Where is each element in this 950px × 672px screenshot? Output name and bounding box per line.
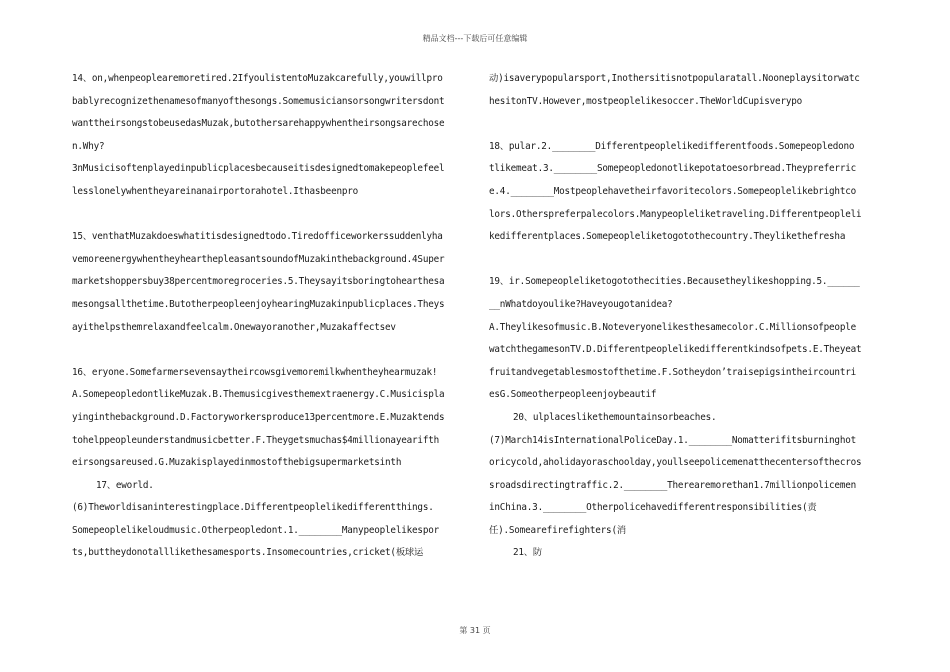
text-line: mesongsallthetime.ButotherpeopleenjoyhearingMuzakinpublicplaces.Theys xyxy=(72,298,445,310)
page-footer: 第 31 页 xyxy=(459,626,491,635)
text-line: 14、on,whenpeoplearemoretired.2IfyoulistentoMuzakcarefully,youwillpro xyxy=(72,73,443,84)
text-line: 17、eworld. xyxy=(96,479,154,491)
text-line: esG.Someotherpeopleenjoybeautif xyxy=(489,389,657,401)
text-line: ts,buttheydonotalllikethesamesports.Insomecountries,cricket(板球运 xyxy=(72,547,424,559)
text-line: 3nMusicisoftenplayedinpublicplacesbecauseitisdesignedtomakepeoplefeel xyxy=(72,163,445,175)
text-line: lesslonelywhentheyareinanairportorahotel.Ithasbeenpro xyxy=(72,185,359,197)
text-line: (6)Theworldisaninterestingplace.Differentpeoplelikedifferentthings. xyxy=(72,502,434,514)
text-line: tohelppeopleunderstandmusicbetter.F.Theygetsmuchas$4millionayearifth xyxy=(72,434,440,446)
text-line: 任).Somearefirefighters(消 xyxy=(489,524,626,536)
text-line: n.Why? xyxy=(72,140,105,152)
text-line: ayithelpsthemrelaxandfeelcalm.Onewayoranother,Muzakaffectsev xyxy=(72,321,396,333)
paragraph-gap xyxy=(72,339,466,362)
paragraph-gap xyxy=(489,113,881,136)
text-line: lors.Otherspreferpalecolors.Manypeopleliketraveling.Differentpeopleli xyxy=(489,208,862,220)
text-line: sroadsdirectingtraffic.2.________Therearemorethan1.7millionpolicemen xyxy=(489,479,857,491)
text-line: (7)March14isInternationalPoliceDay.1.________Nomatterifitsburninghot xyxy=(489,434,857,446)
text-line: fruitandvegetablesmostofthetime.F.Sotheydon’traisepigsintheircountri xyxy=(489,366,857,378)
text-line: e.4.________Mostpeoplehavetheirfavoritecolors.Somepeoplelikebrightco xyxy=(489,185,857,197)
text-line: 15、venthatMuzakdoeswhatitisdesignedtodo.Tiredofficeworkerssuddenlyha xyxy=(72,231,443,243)
text-line: wanttheirsongstobeusedasMuzak,butothersarehappywhentheirsongsarechose xyxy=(72,118,445,130)
text-line: 21、防 xyxy=(513,547,542,559)
text-line: oricycold,aholidayoraschoolday,youllseepolicemenatthecentersofthecros xyxy=(489,457,862,469)
text-line: yinginthebackground.D.Factoryworkersproduce13percentmore.E.Muzaktends xyxy=(72,411,445,423)
text-line: 20、ulplaceslikethemountainsorbeaches. xyxy=(513,411,717,423)
text-line: Somepeoplelikeloudmusic.Otherpeopledont.1.________Manypeoplelikespor xyxy=(72,524,440,536)
left-column xyxy=(72,68,466,565)
text-line: inChina.3.________Otherpolicehavedifferentresponsibilities(责 xyxy=(489,502,817,514)
text-line: bablyrecognizethenamesofmanyofthesongs.Somemusiciansorsongwritersdont xyxy=(72,95,445,107)
text-line: marketshoppersbuy38percentmoregroceries.5.Theysayitsboringtohearthesa xyxy=(72,276,445,288)
paragraph-gap xyxy=(489,249,881,272)
text-line: kedifferentplaces.Somepeopleliketogotothecountry.Theylikethefresha xyxy=(489,231,846,243)
text-line: A.SomepeopledontlikeMuzak.B.Themusicgivesthemextraenergy.C.Musicispla xyxy=(72,389,445,401)
text-line: __nWhatdoyoulike?Haveyougotanidea? xyxy=(489,298,673,310)
text-line: watchthegamesonTV.D.Differentpeoplelikedifferentkindsofpets.E.Theyeat xyxy=(489,344,862,356)
text-line: tlikemeat.3.________Somepeopledonotlikepotatoesorbread.Theypreferric xyxy=(489,163,857,175)
text-line: 16、eryone.Somefarmersevensaytheircowsgivemoremilkwhentheyhearmuzak! xyxy=(72,366,438,378)
text-line: 19、ir.Somepeopleliketogotothecities.Becausetheylikeshopping.5.______ xyxy=(489,276,860,288)
text-line: 18、pular.2.________Differentpeoplelikedifferentfoods.Somepeopledono xyxy=(489,140,855,152)
text-line: vemoreenergywhentheyhearthepleasantsoundofMuzakinthebackground.4Super xyxy=(72,253,445,265)
text-line: hesitonTV.However,mostpeoplelikesoccer.TheWorldCupisverypo xyxy=(489,95,803,107)
page-header: 精品文档---下载后可任意编辑 xyxy=(422,34,528,43)
text-line: A.Theylikesofmusic.B.Noteveryonelikesthesamecolor.C.Millionsofpeople xyxy=(489,321,857,333)
right-column xyxy=(489,68,881,565)
text-line: eirsongsareused.G.Muzakisplayedinmostofthebigsupermarketsinth xyxy=(72,457,402,469)
paragraph-gap xyxy=(72,204,466,227)
text-line: 动)isaverypopularsport,Inothersitisnotpopularatall.Nooneplaysitorwatc xyxy=(489,73,860,84)
